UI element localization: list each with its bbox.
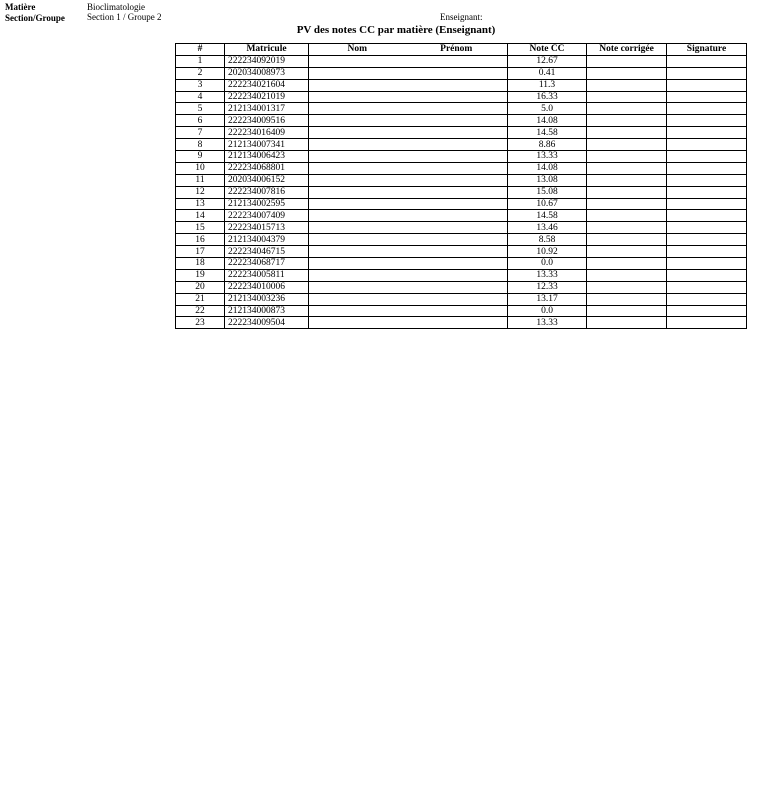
row-prenom <box>406 115 508 127</box>
table-row <box>176 67 747 79</box>
row-prenom <box>406 269 508 281</box>
row-matricule: 212134002595 <box>225 198 309 210</box>
row-matricule: 212134003236 <box>225 293 309 305</box>
row-signature <box>667 55 747 67</box>
page-title-text: PV des notes CC par matière (Enseignant) <box>296 24 496 36</box>
enseignant-label: Enseignant: <box>440 12 483 22</box>
row-prenom <box>406 91 508 103</box>
row-note-corrigee <box>587 139 667 151</box>
row-prenom <box>406 281 508 293</box>
row-number: 1 <box>176 55 225 67</box>
row-note-corrigee <box>587 103 667 115</box>
row-signature <box>667 91 747 103</box>
row-prenom <box>406 317 508 329</box>
row-prenom <box>406 174 508 186</box>
row-signature <box>667 79 747 91</box>
row-matricule: 222234009516 <box>225 115 309 127</box>
grades-table <box>175 43 747 329</box>
row-matricule: 222234007409 <box>225 210 309 222</box>
row-signature <box>667 127 747 139</box>
row-note-cc: 0.0 <box>508 258 587 270</box>
row-note-corrigee <box>587 210 667 222</box>
row-note-cc: 13.33 <box>508 317 587 329</box>
row-note-cc: 16.33 <box>508 91 587 103</box>
row-nom <box>309 269 406 281</box>
row-nom <box>309 162 406 174</box>
row-nom <box>309 115 406 127</box>
row-note-corrigee <box>587 127 667 139</box>
row-nom <box>309 317 406 329</box>
row-note-cc: 15.08 <box>508 186 587 198</box>
row-signature <box>667 115 747 127</box>
row-note-corrigee <box>587 91 667 103</box>
row-signature <box>667 222 747 234</box>
row-note-corrigee <box>587 269 667 281</box>
section-value: Section 1 / Groupe 2 <box>87 12 162 22</box>
row-prenom <box>406 162 508 174</box>
row-number: 18 <box>176 258 225 270</box>
row-note-cc: 8.58 <box>508 234 587 246</box>
row-note-corrigee <box>587 162 667 174</box>
row-nom <box>309 174 406 186</box>
row-prenom <box>406 234 508 246</box>
row-note-cc: 13.33 <box>508 269 587 281</box>
table-row <box>176 258 747 270</box>
col-header-signature: Signature <box>667 44 747 56</box>
row-signature <box>667 317 747 329</box>
table-row <box>176 103 747 115</box>
row-signature <box>667 186 747 198</box>
row-note-corrigee <box>587 246 667 258</box>
row-nom <box>309 210 406 222</box>
row-note-cc: 14.08 <box>508 162 587 174</box>
row-note-cc: 13.17 <box>508 293 587 305</box>
table-header-row <box>176 44 747 56</box>
row-note-cc: 12.67 <box>508 55 587 67</box>
row-matricule: 222234021019 <box>225 91 309 103</box>
row-note-cc: 14.08 <box>508 115 587 127</box>
row-note-corrigee <box>587 151 667 163</box>
row-signature <box>667 281 747 293</box>
row-nom <box>309 234 406 246</box>
row-nom <box>309 186 406 198</box>
row-number: 14 <box>176 210 225 222</box>
row-number: 8 <box>176 139 225 151</box>
row-prenom <box>406 198 508 210</box>
row-note-corrigee <box>587 186 667 198</box>
table-row <box>176 186 747 198</box>
row-matricule: 222234016409 <box>225 127 309 139</box>
row-matricule: 222234068717 <box>225 258 309 270</box>
row-matricule: 222234021604 <box>225 79 309 91</box>
table-row <box>176 162 747 174</box>
row-nom <box>309 222 406 234</box>
row-prenom <box>406 127 508 139</box>
row-signature <box>667 139 747 151</box>
row-note-cc: 14.58 <box>508 127 587 139</box>
row-note-corrigee <box>587 115 667 127</box>
row-signature <box>667 67 747 79</box>
table-row <box>176 234 747 246</box>
row-matricule: 212134004379 <box>225 234 309 246</box>
row-nom <box>309 139 406 151</box>
table-row <box>176 246 747 258</box>
table-row <box>176 269 747 281</box>
row-note-cc: 13.08 <box>508 174 587 186</box>
row-matricule: 222234015713 <box>225 222 309 234</box>
table-row <box>176 139 747 151</box>
row-note-cc: 8.86 <box>508 139 587 151</box>
row-prenom <box>406 210 508 222</box>
row-matricule: 222234009504 <box>225 317 309 329</box>
row-note-cc: 10.92 <box>508 246 587 258</box>
table-row <box>176 210 747 222</box>
table-row <box>176 151 747 163</box>
row-nom <box>309 127 406 139</box>
row-note-corrigee <box>587 305 667 317</box>
row-note-corrigee <box>587 174 667 186</box>
row-signature <box>667 198 747 210</box>
row-matricule: 222234007816 <box>225 186 309 198</box>
col-header-nom: Nom <box>309 44 406 56</box>
table-row <box>176 305 747 317</box>
row-number: 15 <box>176 222 225 234</box>
row-nom <box>309 246 406 258</box>
row-signature <box>667 234 747 246</box>
row-prenom <box>406 305 508 317</box>
row-nom <box>309 151 406 163</box>
row-nom <box>309 293 406 305</box>
row-nom <box>309 67 406 79</box>
col-header-matricule: Matricule <box>225 44 309 56</box>
row-note-corrigee <box>587 222 667 234</box>
row-number: 3 <box>176 79 225 91</box>
row-prenom <box>406 222 508 234</box>
table-row <box>176 79 747 91</box>
row-number: 13 <box>176 198 225 210</box>
table-row <box>176 317 747 329</box>
page-title <box>0 24 768 37</box>
row-number: 7 <box>176 127 225 139</box>
row-matricule: 212134000873 <box>225 305 309 317</box>
table-row <box>176 293 747 305</box>
row-matricule: 202034008973 <box>225 67 309 79</box>
row-prenom <box>406 67 508 79</box>
row-signature <box>667 305 747 317</box>
table-row <box>176 115 747 127</box>
col-header-prenom: Prénom <box>406 44 508 56</box>
table-row <box>176 222 747 234</box>
row-number: 5 <box>176 103 225 115</box>
row-number: 2 <box>176 67 225 79</box>
matiere-label: Matière <box>5 2 36 12</box>
row-number: 21 <box>176 293 225 305</box>
row-matricule: 212134007341 <box>225 139 309 151</box>
row-matricule: 222234068801 <box>225 162 309 174</box>
row-signature <box>667 210 747 222</box>
row-note-corrigee <box>587 317 667 329</box>
row-signature <box>667 293 747 305</box>
row-number: 22 <box>176 305 225 317</box>
row-matricule: 212134001317 <box>225 103 309 115</box>
col-header-note-corrigee: Note corrigée <box>587 44 667 56</box>
row-signature <box>667 246 747 258</box>
table-row <box>176 174 747 186</box>
row-note-cc: 10.67 <box>508 198 587 210</box>
row-note-corrigee <box>587 67 667 79</box>
row-matricule: 222234010006 <box>225 281 309 293</box>
col-header-note-cc: Note CC <box>508 44 587 56</box>
row-note-cc: 11.3 <box>508 79 587 91</box>
row-number: 9 <box>176 151 225 163</box>
row-nom <box>309 55 406 67</box>
row-matricule: 222234046715 <box>225 246 309 258</box>
row-matricule: 222234005811 <box>225 269 309 281</box>
table-row <box>176 55 747 67</box>
row-nom <box>309 79 406 91</box>
row-number: 16 <box>176 234 225 246</box>
row-note-corrigee <box>587 281 667 293</box>
row-note-corrigee <box>587 55 667 67</box>
row-prenom <box>406 258 508 270</box>
row-number: 4 <box>176 91 225 103</box>
matiere-value: Bioclimatologie <box>87 2 145 12</box>
row-number: 6 <box>176 115 225 127</box>
row-number: 12 <box>176 186 225 198</box>
row-number: 10 <box>176 162 225 174</box>
col-header-num: # <box>176 44 225 56</box>
row-number: 19 <box>176 269 225 281</box>
row-matricule: 202034006152 <box>225 174 309 186</box>
table-row <box>176 91 747 103</box>
row-nom <box>309 103 406 115</box>
row-number: 11 <box>176 174 225 186</box>
row-note-corrigee <box>587 234 667 246</box>
row-signature <box>667 151 747 163</box>
table-row <box>176 281 747 293</box>
table-row <box>176 127 747 139</box>
row-note-cc: 0.0 <box>508 305 587 317</box>
row-number: 20 <box>176 281 225 293</box>
row-prenom <box>406 79 508 91</box>
row-prenom <box>406 139 508 151</box>
row-note-corrigee <box>587 293 667 305</box>
row-prenom <box>406 186 508 198</box>
row-prenom <box>406 103 508 115</box>
row-note-cc: 0.41 <box>508 67 587 79</box>
row-note-cc: 5.0 <box>508 103 587 115</box>
row-matricule: 222234092019 <box>225 55 309 67</box>
row-signature <box>667 258 747 270</box>
row-number: 17 <box>176 246 225 258</box>
row-nom <box>309 91 406 103</box>
row-note-corrigee <box>587 198 667 210</box>
row-note-cc: 13.46 <box>508 222 587 234</box>
table-row <box>176 198 747 210</box>
row-nom <box>309 198 406 210</box>
row-nom <box>309 305 406 317</box>
row-nom <box>309 258 406 270</box>
row-note-cc: 13.33 <box>508 151 587 163</box>
row-prenom <box>406 293 508 305</box>
row-signature <box>667 162 747 174</box>
row-prenom <box>406 246 508 258</box>
row-signature <box>667 174 747 186</box>
row-prenom <box>406 151 508 163</box>
row-note-cc: 12.33 <box>508 281 587 293</box>
row-prenom <box>406 55 508 67</box>
row-nom <box>309 281 406 293</box>
row-note-corrigee <box>587 258 667 270</box>
row-signature <box>667 103 747 115</box>
row-note-cc: 14.58 <box>508 210 587 222</box>
row-matricule: 212134006423 <box>225 151 309 163</box>
section-label: Section/Groupe <box>5 13 65 23</box>
row-signature <box>667 269 747 281</box>
row-note-corrigee <box>587 79 667 91</box>
row-number: 23 <box>176 317 225 329</box>
